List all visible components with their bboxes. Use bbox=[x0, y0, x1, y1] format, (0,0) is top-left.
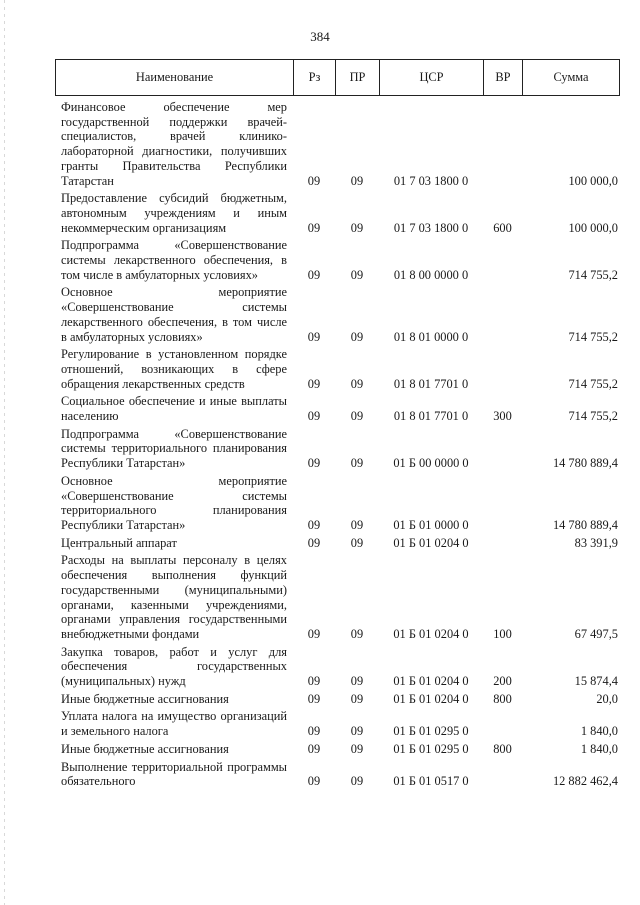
row-rz: 09 bbox=[307, 741, 321, 756]
row-pr: 09 bbox=[350, 173, 364, 188]
table-row bbox=[55, 536, 620, 551]
row-sum: 1 840,0 bbox=[580, 741, 618, 756]
row-name: Регулирование в установленном порядке отношений, возникающих в сфере обращения лекарственных средств bbox=[61, 347, 287, 391]
row-name: Финансовое обеспечение мер государственной поддержки врачей-специалистов, врачей клинико-лабораторной диагностики, получивших гранты Правительства Республики Татарстан bbox=[61, 100, 287, 188]
row-rz: 09 bbox=[307, 409, 321, 424]
row-csr: 01 Б 01 0204 0 bbox=[393, 535, 469, 550]
row-rz: 09 bbox=[307, 724, 321, 739]
row-csr: 01 7 03 1800 0 bbox=[393, 220, 469, 235]
row-vr: 300 bbox=[493, 409, 512, 424]
row-sum: 100 000,0 bbox=[568, 173, 618, 188]
row-sum: 14 780 889,4 bbox=[552, 517, 618, 532]
row-name: Выполнение территориальной программы обязательного bbox=[61, 759, 287, 789]
row-csr: 01 Б 01 0204 0 bbox=[393, 626, 469, 641]
row-rz: 09 bbox=[307, 691, 321, 706]
row-csr: 01 Б 00 0000 0 bbox=[393, 456, 469, 471]
row-pr: 09 bbox=[350, 691, 364, 706]
table-row bbox=[55, 692, 620, 707]
row-csr: 01 Б 01 0204 0 bbox=[393, 674, 469, 689]
row-name: Иные бюджетные ассигнования bbox=[61, 741, 229, 756]
row-sum: 83 391,9 bbox=[574, 535, 618, 550]
row-pr: 09 bbox=[350, 329, 364, 344]
row-pr: 09 bbox=[350, 376, 364, 391]
row-csr: 01 8 01 7701 0 bbox=[393, 376, 469, 391]
row-sum: 714 755,2 bbox=[568, 376, 618, 391]
row-name: Предоставление субсидий бюджетным, автономным учреждениям и иным некоммерческим организациям bbox=[61, 191, 287, 235]
row-sum: 714 755,2 bbox=[568, 267, 618, 282]
table-row bbox=[55, 553, 620, 641]
row-name: Основное мероприятие «Совершенствование системы лекарственного обеспечения, в том числе в амбулаторных условиях» bbox=[61, 285, 287, 344]
table-row bbox=[55, 760, 620, 789]
row-pr: 09 bbox=[350, 409, 364, 424]
row-vr: 800 bbox=[493, 741, 512, 756]
row-pr: 09 bbox=[350, 535, 364, 550]
table-row bbox=[55, 238, 620, 282]
row-csr: 01 Б 01 0517 0 bbox=[393, 774, 469, 789]
row-sum: 67 497,5 bbox=[574, 626, 618, 641]
row-pr: 09 bbox=[350, 674, 364, 689]
table-header bbox=[55, 59, 620, 96]
row-csr: 01 Б 01 0295 0 bbox=[393, 741, 469, 756]
table-row bbox=[55, 100, 620, 188]
row-csr: 01 7 03 1800 0 bbox=[393, 173, 469, 188]
row-sum: 100 000,0 bbox=[568, 220, 618, 235]
header-vr: ВР bbox=[483, 60, 522, 95]
row-pr: 09 bbox=[350, 741, 364, 756]
table-row bbox=[55, 191, 620, 235]
row-pr: 09 bbox=[350, 456, 364, 471]
row-name: Расходы на выплаты персоналу в целях обеспечения выполнения функций государственными (муниципальными) органами, казенными учреждениями, органами управления государственными внебюджетными фондами bbox=[61, 553, 287, 641]
row-sum: 714 755,2 bbox=[568, 329, 618, 344]
row-name: Основное мероприятие «Совершенствование системы территориального планирования Республики Татарстан» bbox=[61, 473, 287, 532]
row-rz: 09 bbox=[307, 535, 321, 550]
row-pr: 09 bbox=[350, 220, 364, 235]
row-rz: 09 bbox=[307, 674, 321, 689]
row-name: Закупка товаров, работ и услуг для обеспечения государственных (муниципальных) нужд bbox=[61, 644, 287, 689]
row-name: Центральный аппарат bbox=[61, 535, 177, 550]
row-sum: 1 840,0 bbox=[580, 724, 618, 739]
header-name: Наименование bbox=[55, 60, 293, 95]
row-rz: 09 bbox=[307, 267, 321, 282]
header-csr: ЦСР bbox=[379, 60, 483, 95]
row-pr: 09 bbox=[350, 774, 364, 789]
table-row bbox=[55, 742, 620, 757]
row-rz: 09 bbox=[307, 517, 321, 532]
row-pr: 09 bbox=[350, 517, 364, 532]
row-csr: 01 8 01 0000 0 bbox=[393, 329, 469, 344]
row-vr: 600 bbox=[493, 220, 512, 235]
row-rz: 09 bbox=[307, 774, 321, 789]
row-pr: 09 bbox=[350, 626, 364, 641]
row-rz: 09 bbox=[307, 456, 321, 471]
row-rz: 09 bbox=[307, 220, 321, 235]
row-pr: 09 bbox=[350, 724, 364, 739]
table-row bbox=[55, 347, 620, 391]
row-name: Подпрограмма «Совершенствование системы территориального планирования Республики Татарстан» bbox=[61, 426, 287, 471]
table-row bbox=[55, 285, 620, 344]
row-name: Подпрограмма «Совершенствование системы лекарственного обеспечения, в том числе в амбулаторных условиях» bbox=[61, 238, 287, 282]
row-rz: 09 bbox=[307, 626, 321, 641]
header-sum: Сумма bbox=[522, 60, 620, 95]
row-sum: 714 755,2 bbox=[568, 409, 618, 424]
row-csr: 01 Б 01 0295 0 bbox=[393, 724, 469, 739]
row-name: Иные бюджетные ассигнования bbox=[61, 691, 229, 706]
header-rz: Рз bbox=[293, 60, 335, 95]
header-pr: ПР bbox=[335, 60, 379, 95]
row-pr: 09 bbox=[350, 267, 364, 282]
page-number: 384 bbox=[310, 29, 330, 44]
row-csr: 01 Б 01 0000 0 bbox=[393, 517, 469, 532]
row-rz: 09 bbox=[307, 376, 321, 391]
row-csr: 01 Б 01 0204 0 bbox=[393, 691, 469, 706]
row-rz: 09 bbox=[307, 173, 321, 188]
table-body bbox=[55, 100, 620, 792]
row-name: Уплата налога на имущество организаций и земельного налога bbox=[61, 709, 287, 739]
row-csr: 01 8 01 7701 0 bbox=[393, 409, 469, 424]
table-row bbox=[55, 394, 620, 423]
row-name: Социальное обеспечение и иные выплаты населению bbox=[61, 394, 287, 424]
table-row bbox=[55, 427, 620, 471]
row-csr: 01 8 00 0000 0 bbox=[393, 267, 469, 282]
row-sum: 12 882 462,4 bbox=[552, 774, 618, 789]
row-sum: 20,0 bbox=[596, 691, 618, 706]
row-vr: 100 bbox=[493, 626, 512, 641]
table-row bbox=[55, 709, 620, 738]
table-row bbox=[55, 645, 620, 689]
scan-edge bbox=[4, 0, 5, 905]
row-sum: 14 780 889,4 bbox=[552, 456, 618, 471]
row-vr: 200 bbox=[493, 674, 512, 689]
row-vr: 800 bbox=[493, 691, 512, 706]
row-rz: 09 bbox=[307, 329, 321, 344]
table-row bbox=[55, 474, 620, 533]
row-sum: 15 874,4 bbox=[574, 674, 618, 689]
